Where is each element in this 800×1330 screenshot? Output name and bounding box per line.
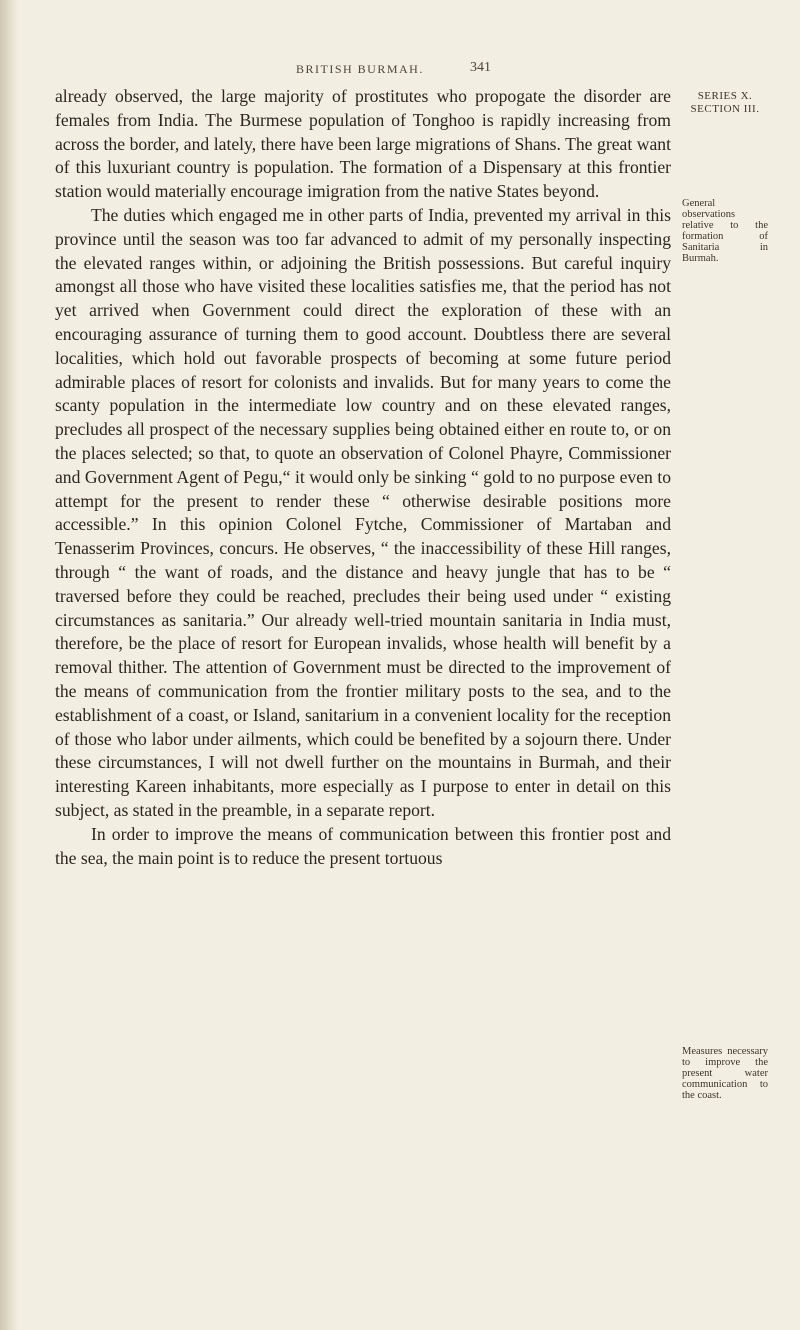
sidenote-observations: General observations relative to the formation of Sanitaria in Burmah. (682, 198, 768, 264)
body-text (55, 85, 671, 870)
sidenote-measures: Measures necessary to improve the present water communication to the coast. (682, 1046, 768, 1101)
paragraph-2: The duties which engaged me in other parts of India, prevented my arrival in this province until the season was too far advanced to admit of my personally inspecting the elevated ranges within, or adjoining the British possessions. But careful inquiry amongst all those who have visited these localities satisfies me, that the period has not yet arrived when Government could direct the exploration of these with an encouraging assurance of turning them to good account. Doubtless there are several localities, which hold out favorable prospects of becoming at some future period admirable places of resort for colonists and invalids. But for many years to come the scanty population in the intermediate low country and on these elevated ranges, precludes all prospect of the necessary supplies being obtained either en route to, or on the places selected; so that, to quote an observation of Colonel Phayre, Commissioner and Government Agent of Pegu,“ it would only be sinking “ gold to no purpose even to attempt for the present to render these “ otherwise desirable positions more accessible.” In this opinion Colonel Fytche, Commissioner of Martaban and Tenasserim Provinces, concurs. He observes, “ the inaccessibility of these Hill ranges, through “ the want of roads, and the distance and heavy jungle that has to be “ traversed before they could be reached, precludes their being used under “ existing circumstances as sanitaria.” Our already well-tried mountain sanitaria in India must, therefore, be the place of resort for European invalids, whose health will benefit by a removal thither. The attention of Government must be directed to the improvement of the means of communication from the frontier military posts to the sea, and to the establishment of a coast, or Island, sanitarium in a convenient locality for the reception of those who labor under ailments, which could be benefited by a sojourn there. Under these circumstances, I will not dwell further on the mountains in Burmah, and their interesting Kareen inhabitants, more especially as I purpose to enter in detail on this subject, as stated in the preamble, in a separate report. (55, 204, 671, 820)
page-binding-shadow (0, 0, 18, 1330)
running-title: BRITISH BURMAH. (296, 62, 424, 76)
sidenote-series: SERIES X. SECTION III. (690, 90, 760, 115)
paragraph-1: already observed, the large majority of prostitutes who propogate the disorder are females from India. The Burmese population of Tonghoo is rapidly increasing from across the border, and lately, there have been large migrations of Shans. The great want of this luxuriant country is population. The formation of a Dispensary at this frontier station would materially encourage imigration from the native States beyond. (55, 86, 671, 202)
running-head (0, 62, 800, 84)
paragraph-3: In order to improve the means of communication between this frontier post and the sea, the main point is to reduce the present tortuous (55, 823, 671, 868)
page-number: 341 (470, 60, 491, 75)
